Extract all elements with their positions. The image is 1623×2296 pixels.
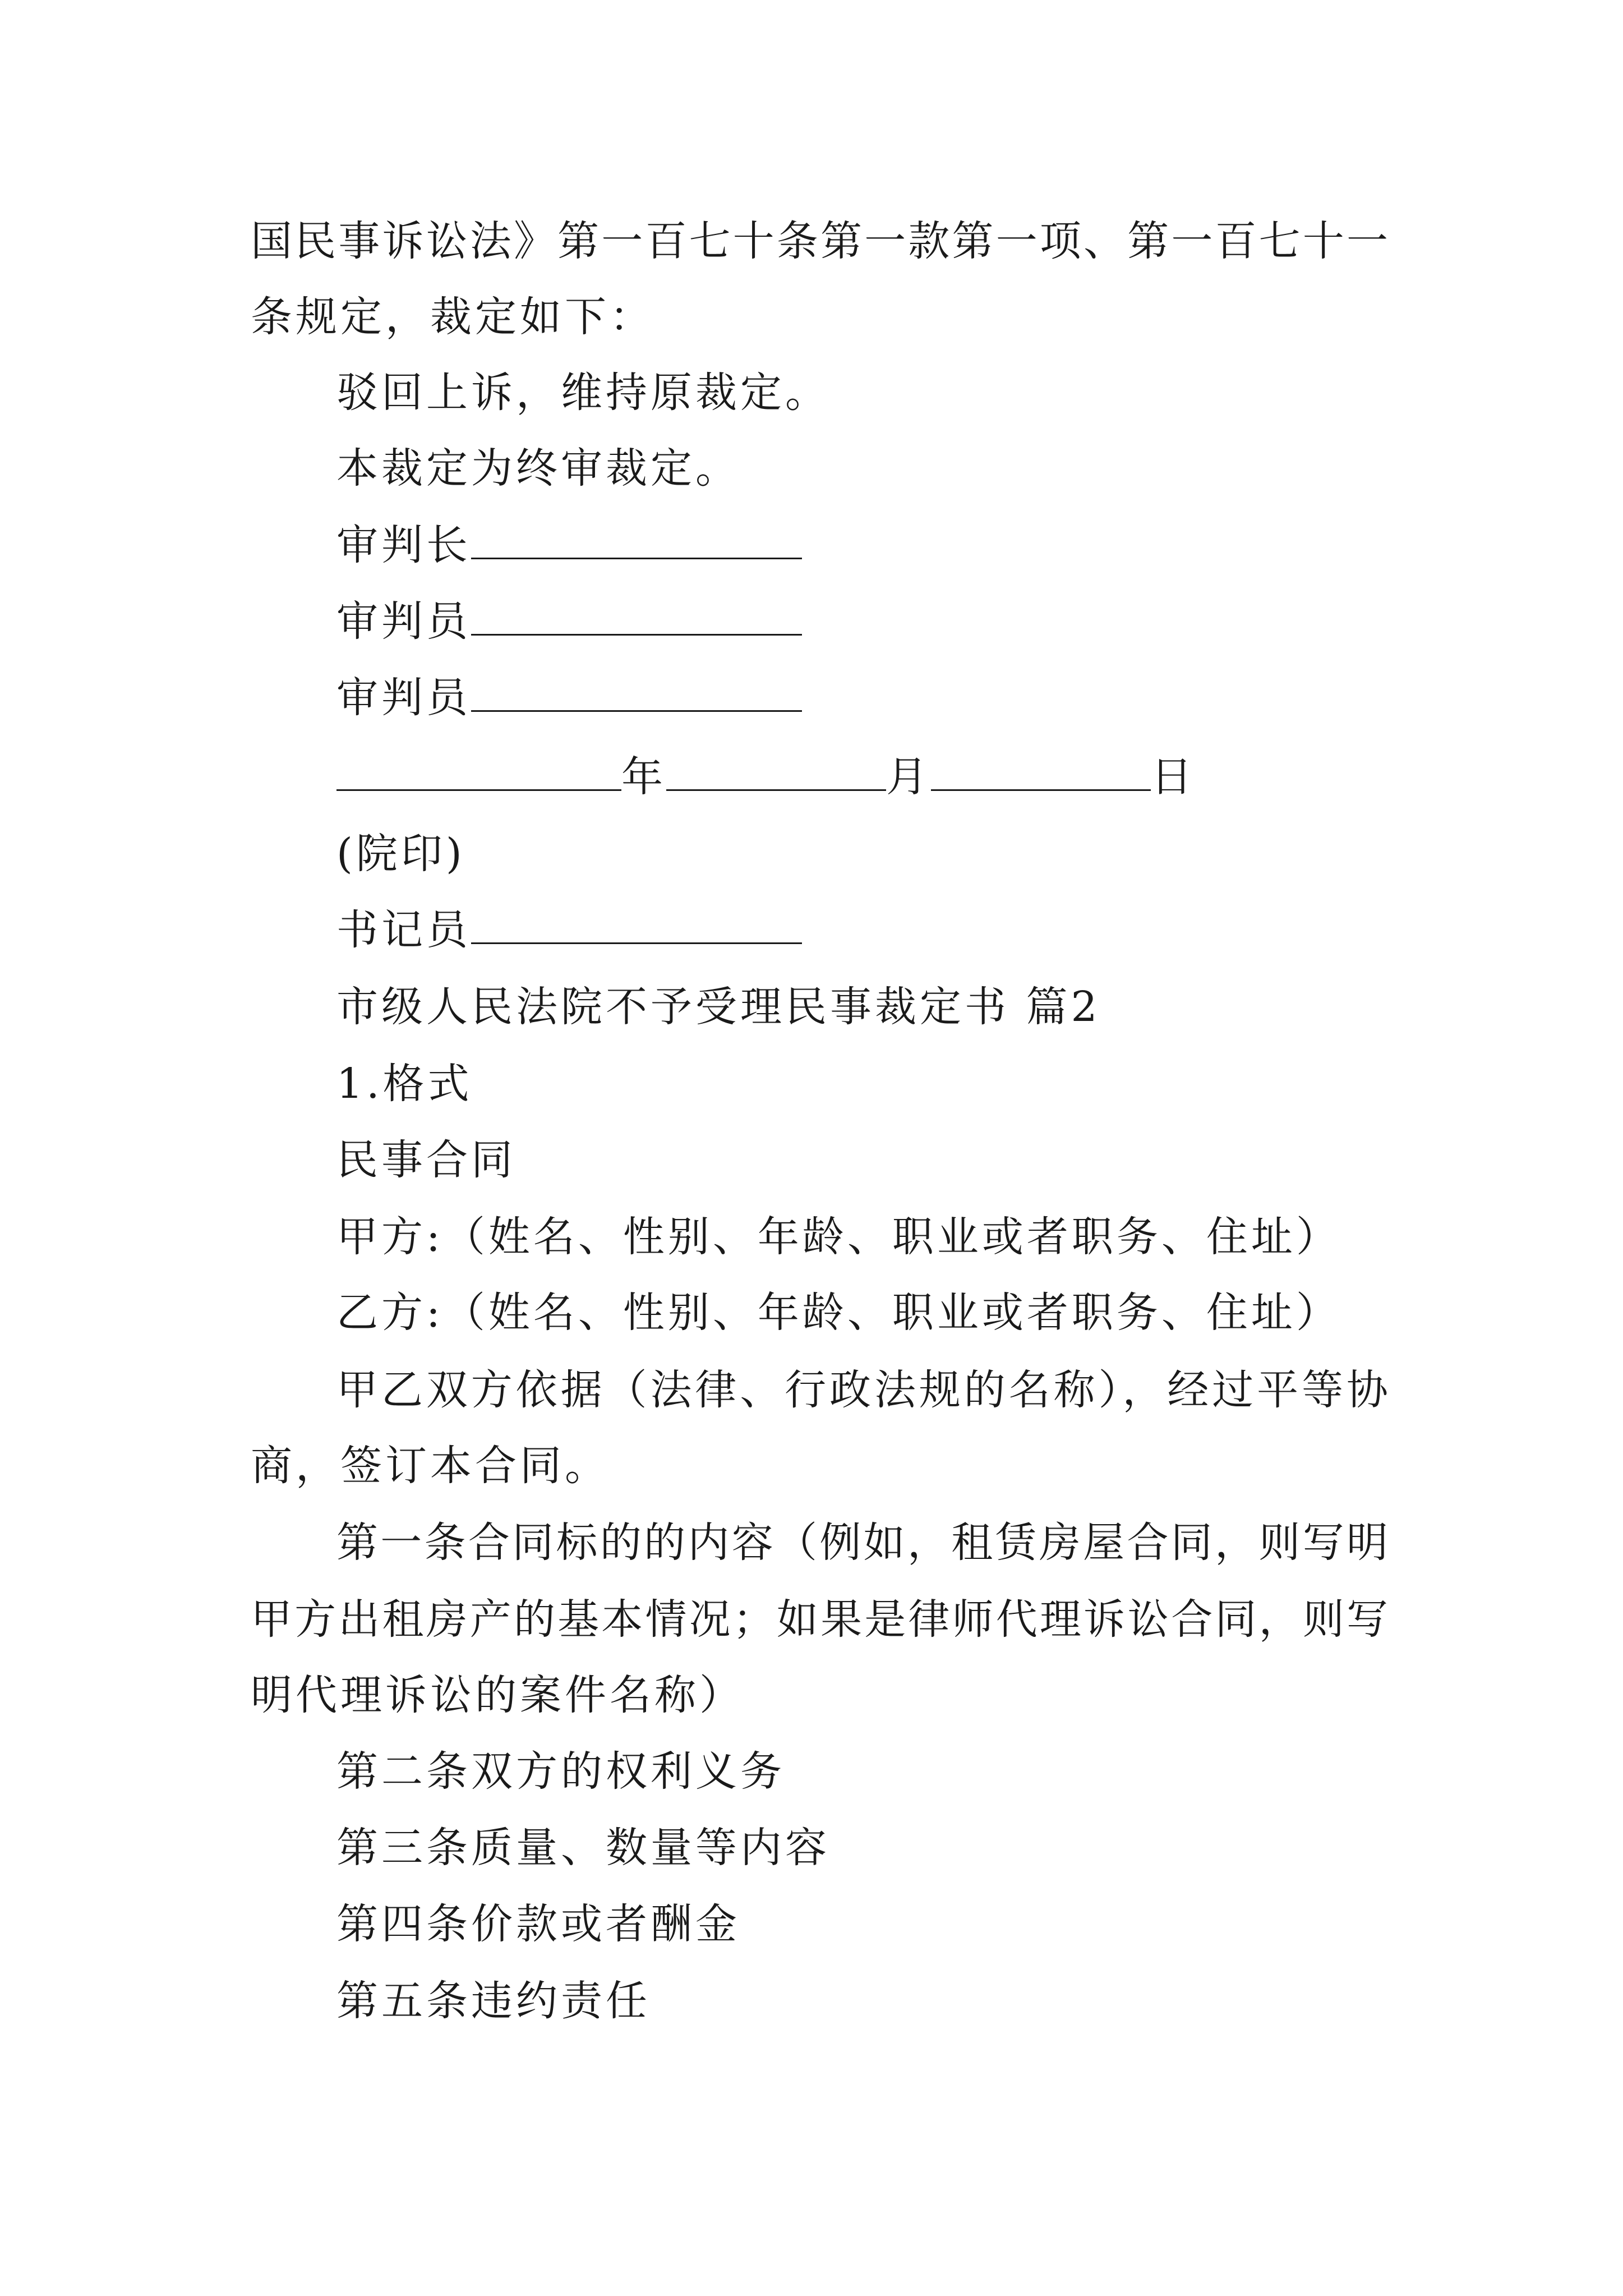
article-text: 第五条违约责任 [336, 1977, 651, 2025]
paragraph-line [251, 213, 1389, 269]
paragraph-line: 明代理诉讼的案件名称） [251, 1671, 744, 1719]
date-line [336, 749, 1475, 805]
month-label: 月 [886, 753, 931, 801]
signature-blank [471, 902, 802, 944]
article-text: 第二条双方的权利义务 [336, 1747, 785, 1796]
signature-blank [471, 517, 802, 559]
signature-blank [471, 593, 802, 636]
format-heading: 1.格式 [336, 1060, 473, 1108]
signature-label: 审判员 [336, 674, 471, 722]
court-seal: (院印) [336, 830, 465, 878]
ruling-text: 驳回上诉，维持原裁定。 [336, 369, 830, 417]
paragraph-line: 条规定，裁定如下： [251, 293, 654, 341]
month-blank [666, 749, 886, 791]
day-label: 日 [1151, 753, 1196, 801]
signature-clerk [336, 902, 1475, 958]
signature-chief-judge [336, 517, 1475, 573]
signature-blank [471, 670, 802, 712]
paragraph-text: 国民事诉讼法》第一百七十条第一款第一项、第一百七十一 [251, 217, 1389, 265]
paragraph-line [336, 1362, 1389, 1418]
day-blank [931, 749, 1151, 791]
party-a: 甲方:（姓名、性别、年龄、职业或者职务、住址） [336, 1213, 1341, 1261]
signature-label: 审判长 [336, 521, 471, 569]
signature-label: 审判员 [336, 597, 471, 646]
paragraph-line [336, 1515, 1389, 1571]
paragraph-text: 甲乙双方依据（法律、行政法规的名称），经过平等协 [336, 1366, 1389, 1414]
year-label: 年 [621, 753, 666, 801]
paragraph-line: 商，签订本合同。 [251, 1442, 610, 1490]
signature-label: 书记员 [336, 906, 471, 954]
ruling-text: 本裁定为终审裁定。 [336, 444, 740, 493]
signature-judge [336, 593, 1475, 650]
year-blank [336, 749, 621, 791]
party-b: 乙方:（姓名、性别、年龄、职业或者职务、住址） [336, 1289, 1341, 1337]
signature-judge [336, 670, 1475, 726]
contract-title: 民事合同 [336, 1136, 516, 1184]
article-text: 第三条质量、数量等内容 [336, 1824, 830, 1872]
paragraph-line [251, 1591, 1389, 1648]
paragraph-text: 第一条合同标的的内容（例如，租赁房屋合同，则写明 [336, 1519, 1389, 1567]
section-title: 市级人民法院不予受理民事裁定书 篇2 [336, 983, 1101, 1031]
article-text: 第四条价款或者酬金 [336, 1900, 740, 1948]
paragraph-text: 甲方出租房产的基本情况；如果是律师代理诉讼合同，则写 [251, 1595, 1389, 1644]
